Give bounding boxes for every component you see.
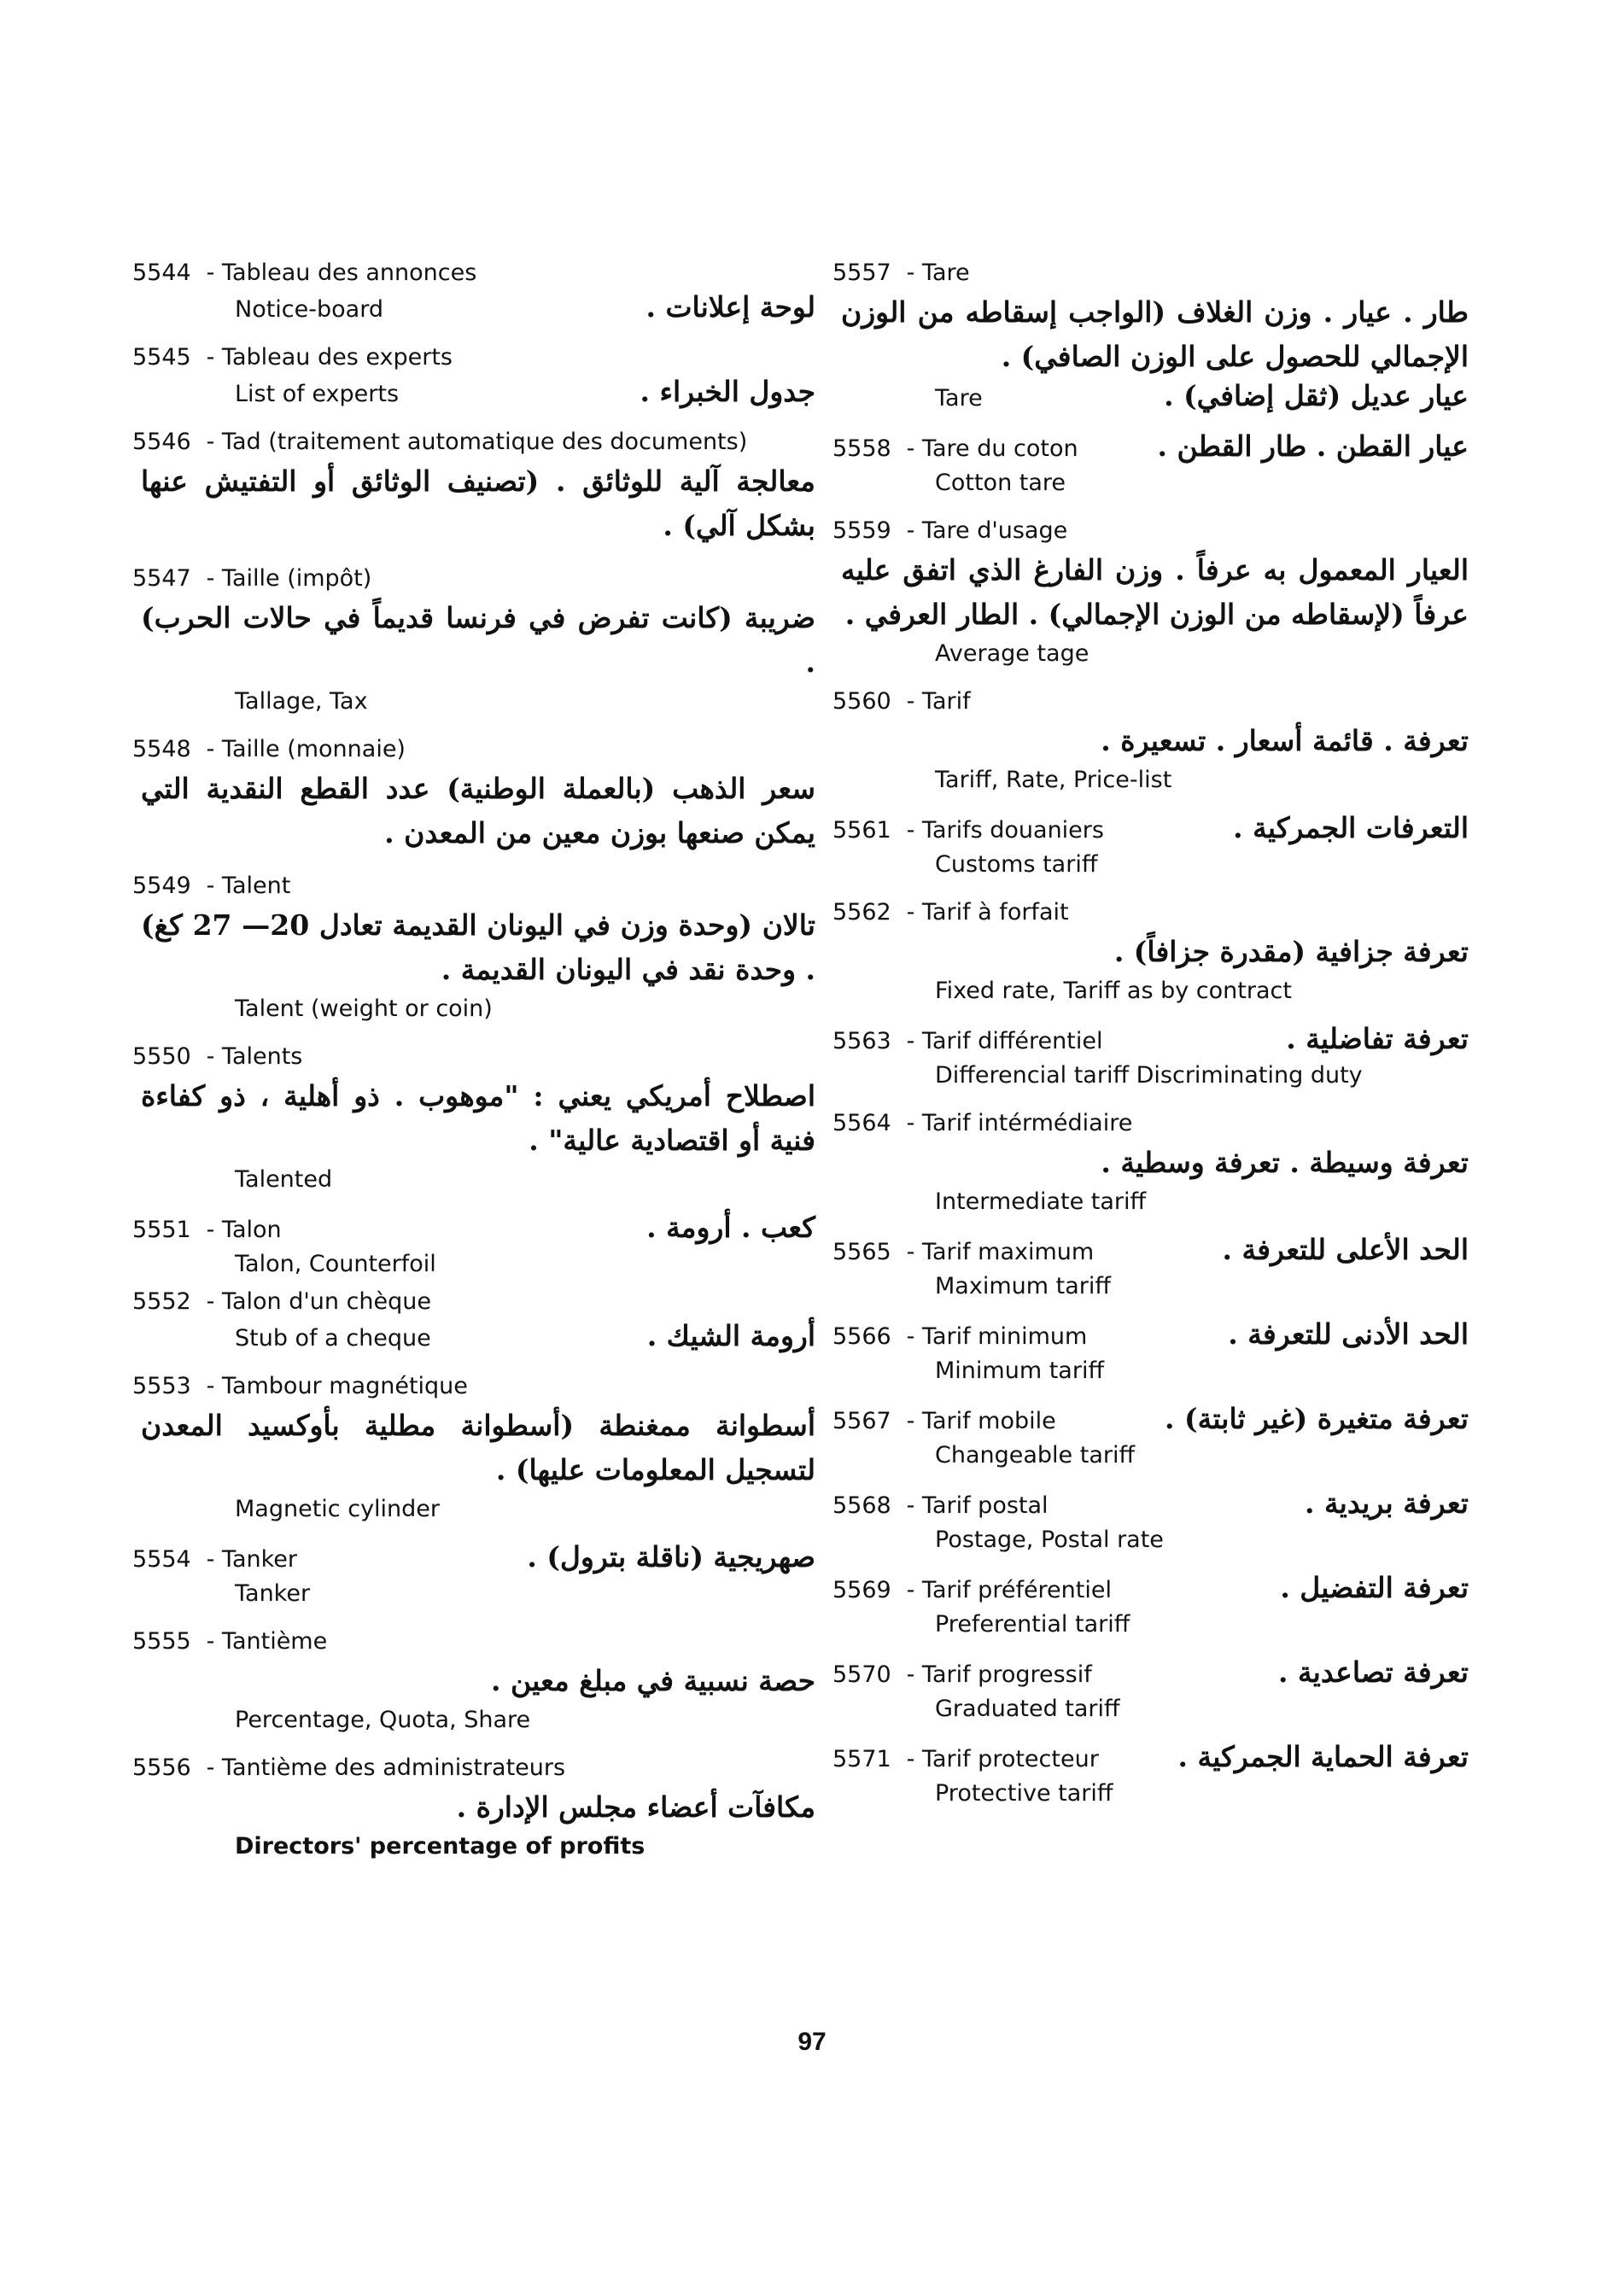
arabic-term: تعرفة تصاعدية .: [1278, 1655, 1469, 1689]
entry-number: 5548: [132, 736, 191, 762]
arabic-definition: تعرفة وسيطة . تعرفة وسطية .: [1101, 1146, 1469, 1179]
french-term: Tarif postal: [921, 1492, 1049, 1519]
entry-number: 5545: [132, 344, 191, 371]
arabic-definition: ضريبة (كانت تفرض في فرنسا قديماً في حالات الحرب) .: [141, 601, 815, 679]
entry-header: 5565 - Tarif maximum الحد الأعلى للتعرفة .: [832, 1233, 1469, 1270]
entry-number: 5567: [832, 1408, 891, 1434]
english-term: Protective tariff: [935, 1780, 1113, 1807]
entry-number: 5550: [132, 1043, 191, 1070]
entry-header: 5554 - Tanker صهريجية (ناقلة بترول) .: [132, 1540, 815, 1577]
arabic-definition: العيار المعمول به عرفاً . وزن الفارغ الذي اتفق عليه عرفاً (لإسقاطه من الوزن الإجمالي) . الطار العرفي .: [841, 553, 1469, 631]
entry-number: 5565: [832, 1239, 891, 1265]
page-number: 97: [797, 2028, 827, 2056]
english-term: Average tage: [935, 640, 1089, 667]
arabic-term: تعرفة التفضيل .: [1280, 1571, 1469, 1604]
arabic-definition: مكافآت أعضاء مجلس الإدارة .: [456, 1790, 815, 1824]
french-term: Talents: [221, 1043, 303, 1070]
entry-header: 5558 - Tare du coton عيار القطن . طار القطن .: [832, 429, 1469, 466]
entry-5559: [832, 514, 1469, 671]
entry-number: 5556: [132, 1755, 191, 1781]
arabic-term: كعب . أرومة .: [646, 1211, 815, 1244]
english-term: Percentage, Quota, Share: [235, 1707, 531, 1733]
french-term: Tarif préférentiel: [921, 1577, 1112, 1603]
entry-header: 5547 - Taille (impôt): [132, 562, 815, 596]
arabic-term: تعرفة متغيرة (غير ثابتة) .: [1165, 1402, 1469, 1435]
french-term: Tarif minimum: [921, 1323, 1088, 1350]
french-term: Tare d'usage: [921, 517, 1068, 544]
entry-number: 5553: [132, 1373, 191, 1399]
english-term: Magnetic cylinder: [235, 1496, 441, 1522]
arabic-term: التعرفات الجمركية .: [1233, 811, 1469, 844]
french-term: Tad (traitement automatique des documents): [221, 429, 748, 455]
entry-number: 5552: [132, 1288, 191, 1315]
entry-header: 5546 - Tad (traitement automatique des documents): [132, 425, 815, 459]
entry-number: 5570: [832, 1661, 891, 1688]
entry-header: 5563 - Tarif différentiel تعرفة تفاضلية .: [832, 1022, 1469, 1059]
left-column: [132, 256, 815, 1877]
entry-header: 5571 - Tarif protecteur تعرفة الحماية الجمركية .: [832, 1740, 1469, 1777]
entry-header: 5560 - Tarif: [832, 685, 1469, 719]
entry-number: 5547: [132, 565, 191, 592]
arabic-definition: تالان (وحدة وزن في اليونان القديمة تعادل 20— 27 كغ) . وحدة نقد في اليونان القديمة .: [141, 908, 815, 986]
entry-number: 5554: [132, 1546, 191, 1573]
french-term: Tare: [921, 260, 970, 286]
entry-header: 5545 - Tableau des experts: [132, 341, 815, 375]
french-term: Tarif à forfait: [921, 899, 1069, 925]
entry-5556: [132, 1751, 815, 1864]
entry-number: 5544: [132, 260, 191, 286]
entry-header: 5548 - Taille (monnaie): [132, 733, 815, 767]
english-term: Talented: [235, 1166, 333, 1193]
english-term: Cotton tare: [935, 470, 1066, 496]
entry-number: 5562: [832, 899, 891, 925]
arabic-term: تعرفة الحماية الجمركية .: [1177, 1740, 1469, 1773]
entry-number: 5566: [832, 1323, 891, 1350]
arabic-definition: طار . عيار . وزن الغلاف (الواجب إسقاطه من الوزن الإجمالي للحصول على الوزن الصافي) .: [841, 295, 1469, 373]
entry-header: 5569 - Tarif préférentiel تعرفة التفضيل .: [832, 1571, 1469, 1608]
arabic-definition: حصة نسبية في مبلغ معين .: [491, 1664, 815, 1697]
french-term: Taille (impôt): [221, 565, 372, 592]
french-term: Tantième: [221, 1628, 328, 1655]
english-term: Changeable tariff: [935, 1442, 1136, 1468]
arabic-definition: اصطلاح أمريكي يعني : "موهوب . ذو أهلية ، ذو كفاءة فنية أو اقتصادية عالية" .: [141, 1079, 815, 1157]
english-term: Postage, Postal rate: [935, 1527, 1164, 1553]
english-term: Tare: [935, 385, 983, 412]
french-term: Tableau des experts: [221, 344, 453, 371]
entry-header: 5562 - Tarif à forfait: [832, 896, 1469, 930]
entry-5552: [132, 1285, 815, 1356]
entry-header: 5556 - Tantième des administrateurs: [132, 1751, 815, 1785]
entry-5570: [832, 1655, 1469, 1726]
arabic-definition: سعر الذهب (بالعملة الوطنية) عدد القطع النقدية التي يمكن صنعها بوزن معين من المعدن .: [141, 772, 815, 850]
entry-header: 5566 - Tarif minimum الحد الأدنى للتعرفة .: [832, 1317, 1469, 1354]
french-term: Tarif différentiel: [921, 1028, 1103, 1054]
entry-header: 5550 - Talents: [132, 1040, 815, 1074]
entry-header: 5570 - Tarif progressif تعرفة تصاعدية .: [832, 1655, 1469, 1692]
entry-header: 5551 - Talon كعب . أرومة .: [132, 1211, 815, 1247]
entry-header: 5549 - Talent: [132, 869, 815, 903]
entry-5566: [832, 1317, 1469, 1388]
french-term: Tare du coton: [921, 435, 1078, 462]
right-column: [832, 256, 1469, 1825]
entry-5553: [132, 1369, 815, 1527]
entry-5557: [832, 256, 1469, 416]
entry-5567: [832, 1402, 1469, 1473]
entry-5555: [132, 1625, 815, 1737]
french-term: Tarif intérmédiaire: [921, 1110, 1133, 1136]
english-term: Talon, Counterfoil: [235, 1251, 436, 1277]
entry-header: 5568 - Tarif postal تعرفة بريدية .: [832, 1486, 1469, 1523]
arabic-definition: تعرفة . قائمة أسعار . تسعيرة .: [1101, 724, 1469, 757]
english-term: Tanker: [235, 1580, 311, 1607]
english-term: Preferential tariff: [935, 1611, 1130, 1638]
entry-5554: [132, 1540, 815, 1611]
entry-header: 5553 - Tambour magnétique: [132, 1369, 815, 1404]
entry-number: 5561: [832, 817, 891, 844]
french-term: Tarifs douaniers: [921, 817, 1104, 844]
french-term: Talent: [221, 873, 291, 899]
entry-number: 5568: [832, 1492, 891, 1519]
entry-number: 5571: [832, 1746, 891, 1772]
english-term: Intermediate tariff: [935, 1188, 1147, 1215]
entry-5561: [832, 811, 1469, 882]
arabic-term: صهريجية (ناقلة بترول) .: [527, 1540, 815, 1574]
french-term: Tarif: [921, 688, 971, 715]
french-term: Tableau des annonces: [221, 260, 477, 286]
english-term: Talent (weight or coin): [235, 996, 493, 1022]
entry-header: 5567 - Tarif mobile تعرفة متغيرة (غير ثابتة) .: [832, 1402, 1469, 1439]
entry-5547: [132, 562, 815, 719]
french-term: Tantième des administrateurs: [221, 1755, 566, 1781]
entry-number: 5563: [832, 1028, 891, 1054]
entry-number: 5549: [132, 873, 191, 899]
arabic-definition: معالجة آلية للوثائق . (تصنيف الوثائق أو التفتيش عنها بشكل آلي) .: [141, 464, 815, 542]
entry-5569: [832, 1571, 1469, 1642]
english-term: Maximum tariff: [935, 1273, 1111, 1299]
english-term: Fixed rate, Tariff as by contract: [935, 978, 1292, 1004]
entry-5550: [132, 1040, 815, 1197]
english-term: Differencial tariff Discriminating duty: [935, 1062, 1363, 1089]
entry-number: 5569: [832, 1577, 891, 1603]
english-term: Customs tariff: [935, 851, 1098, 878]
english-term: Tallage, Tax: [235, 688, 368, 715]
entry-header: 5555 - Tantième: [132, 1625, 815, 1659]
entry-header: 5552 - Talon d'un chèque: [132, 1285, 815, 1319]
entry-5546: [132, 425, 815, 548]
entry-header: 5564 - Tarif intérmédiaire: [832, 1106, 1469, 1141]
entry-5565: [832, 1233, 1469, 1304]
entry-number: 5559: [832, 517, 891, 544]
english-term: Graduated tariff: [935, 1696, 1120, 1722]
french-term: Talon d'un chèque: [221, 1288, 432, 1315]
arabic-term: تعرفة تفاضلية .: [1286, 1022, 1469, 1055]
arabic-term-2: عيار عديل (ثقل إضافي) .: [1164, 379, 1469, 412]
french-term: Taille (monnaie): [221, 736, 406, 762]
entry-number: 5546: [132, 429, 191, 455]
arabic-term: الحد الأعلى للتعرفة .: [1222, 1233, 1469, 1266]
entry-number: 5558: [832, 435, 891, 462]
entry-header: 5544 - Tableau des annonces: [132, 256, 815, 290]
entry-5558: [832, 429, 1469, 500]
arabic-definition: أسطوانة ممغنطة (أسطوانة مطلية بأوكسيد المعدن لتسجيل المعلومات عليها) .: [141, 1409, 815, 1486]
english-term: Directors' percentage of profits: [235, 1833, 646, 1860]
english-term: Minimum tariff: [935, 1358, 1105, 1384]
entry-5548: [132, 733, 815, 855]
entry-number: 5555: [132, 1628, 191, 1655]
english-term: Tariff, Rate, Price-list: [935, 767, 1172, 793]
french-term: Tambour magnétique: [221, 1373, 468, 1399]
entry-5568: [832, 1486, 1469, 1557]
arabic-term: أرومة الشيك .: [646, 1319, 815, 1352]
french-term: Tarif maximum: [921, 1239, 1095, 1265]
entry-header: 5557 - Tare: [832, 256, 1469, 290]
entry-5545: [132, 341, 815, 412]
french-term: Tarif progressif: [921, 1661, 1092, 1688]
entry-header: 5559 - Tare d'usage: [832, 514, 1469, 548]
english-term: List of experts: [235, 381, 400, 407]
french-term: Tarif protecteur: [921, 1746, 1099, 1772]
entry-number: 5564: [832, 1110, 891, 1136]
french-term: Tanker: [221, 1546, 297, 1573]
entry-5562: [832, 896, 1469, 1008]
entry-5564: [832, 1106, 1469, 1219]
entry-5551: [132, 1211, 815, 1282]
arabic-term: عيار القطن . طار القطن .: [1157, 429, 1469, 463]
english-term: Stub of a cheque: [235, 1325, 431, 1352]
arabic-term: جدول الخبراء .: [640, 375, 815, 408]
entry-number: 5551: [132, 1217, 191, 1243]
entry-5544: [132, 256, 815, 327]
arabic-definition: تعرفة جزافية (مقدرة جزافاً) .: [1113, 935, 1469, 968]
entry-5560: [832, 685, 1469, 797]
arabic-term: الحد الأدنى للتعرفة .: [1228, 1317, 1469, 1351]
french-term: Talon: [221, 1217, 282, 1243]
entry-number: 5557: [832, 260, 891, 286]
entry-5563: [832, 1022, 1469, 1093]
entry-number: 5560: [832, 688, 891, 715]
arabic-term: تعرفة بريدية .: [1304, 1486, 1469, 1520]
french-term: Tarif mobile: [921, 1408, 1056, 1434]
entry-5571: [832, 1740, 1469, 1811]
entry-5549: [132, 869, 815, 1026]
arabic-term: لوحة إعلانات .: [646, 290, 815, 324]
english-term: Notice-board: [235, 296, 383, 323]
entry-header: 5561 - Tarifs douaniers التعرفات الجمركية .: [832, 811, 1469, 848]
